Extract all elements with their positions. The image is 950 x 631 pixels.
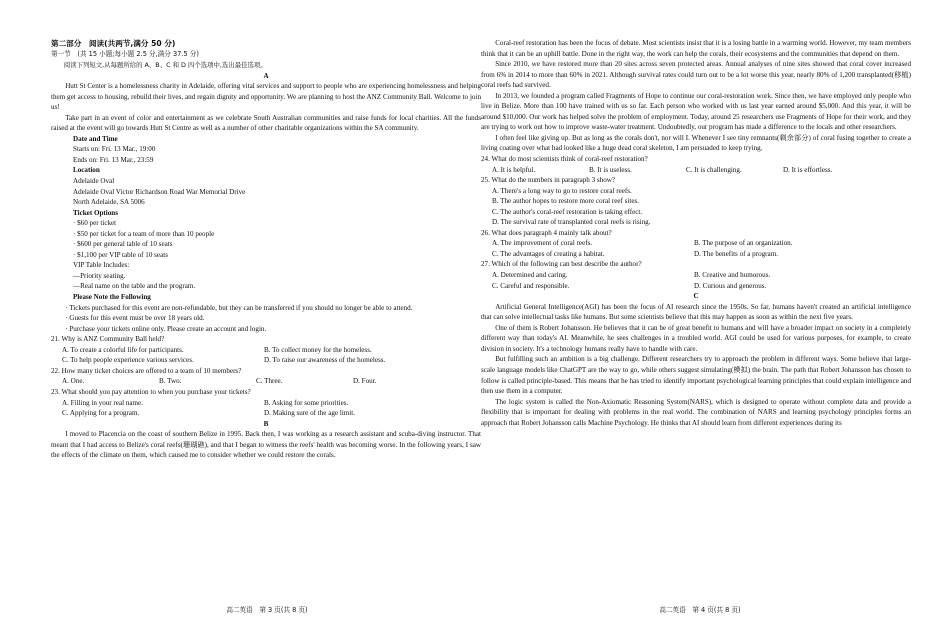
- option: C. It is challenging.: [686, 165, 742, 174]
- note-item: · Tickets purchased for this event are non-refundable, but they can be transferred if you should no longer be able to attend.: [65, 303, 413, 312]
- option: D. The survival rate of transplanted coral reefs is rising.: [492, 218, 651, 227]
- ticket-option: · $60 per ticket: [73, 219, 117, 228]
- passage-b-paragraph: I moved to Placencia on the coast of southern Belize in 1995. Back then, I was working as a research assistant and scuba-diving instructor. That meant that I had access to Belize's coral reefs(珊瑚礁), and that I began to witness the reefs' health was becoming worse. In the following years, I saw the effects of the climate on them, which caused me to consider whether we could restore the corals.: [51, 430, 481, 460]
- note-item: · Purchase your tickets online only. Please create an account and login.: [65, 324, 267, 333]
- options-row: [481, 238, 911, 249]
- location-line: Adelaide Oval: [73, 177, 115, 186]
- option: C. The author's coral-reef restoration is taking effect.: [492, 207, 643, 216]
- options-row: [51, 408, 481, 419]
- option: D. The benefits of a program.: [694, 249, 778, 258]
- vip-item: —Priority seating.: [73, 271, 126, 280]
- location-heading: Location: [73, 166, 100, 175]
- option: C. Applying for a program.: [62, 409, 140, 418]
- event-end: Ends on: Fri. 13 Mar., 23:59: [73, 155, 154, 164]
- left-page: [51, 38, 481, 461]
- passage-a-paragraph: Take part in an event of color and entertainment as we celebrate South Australian communities and raise funds for local charities. All the funds raised at the event will go towards Hutt St Centre as well as a number of other charitable organizations within the SA community.: [51, 113, 481, 133]
- location-line: Adelaide Oval Victor Richardson Road War Memorial Drive: [73, 187, 246, 196]
- subsection-title: 第一节 (共 15 小题;每小题 2.5 分,满分 37.5 分): [51, 50, 199, 58]
- right-page: [481, 38, 911, 428]
- event-start: Starts on: Fri. 13 Mar., 19:00: [73, 145, 156, 154]
- option: B. The purpose of an organization.: [694, 239, 793, 248]
- note-heading: Please Note the Following: [73, 293, 151, 302]
- vip-includes: VIP Table Includes:: [73, 261, 130, 270]
- location-line: North Adelaide, SA 5006: [73, 198, 145, 207]
- passage-c-paragraph: Artificial General Intelligence(AGI) has been the focus of AI research since the 1950s. So far, humans haven't created an artificial intelligence that can solve intellectual tasks like humans. But some scientists believe that this may happen as soon as within the next five years.: [481, 302, 911, 322]
- ticket-option: · $1,100 per VIP table of 10 seats: [73, 250, 168, 259]
- options-row: [51, 345, 481, 356]
- option: D. It is effortless.: [783, 165, 833, 174]
- date-heading: Date and Time: [73, 134, 118, 143]
- question-21: 21. Why is ANZ Community Ball held?: [51, 335, 165, 344]
- option: B. It is useless.: [589, 165, 632, 174]
- passage-b-label: B: [263, 419, 269, 428]
- option: B. To collect money for the homeless.: [264, 345, 372, 354]
- question-27: 27. Which of the following can best describe the author?: [481, 260, 642, 269]
- passage-c-paragraph: But fulfilling such an ambition is a big challenge. Different researchers try to approach the problem in different ways. Some believe that large-scale language models like ChatGPT are the way to go, while others suggest simulating(模拟) the brain. The path that Robert Johansson has chosen to follow is called principle-based. This means that he has tried to identify important psychological learning principles that could explain intelligence and then use them in a computer.: [481, 355, 911, 396]
- passage-c-paragraph: The logic system is called the Non-Axiomatic Reasoning System(NARS), which is designed to operate without complete data and provide a flexibility that is important for dealing with problems in the real world. The combination of NARS and learning psychology principles forms an approach that Robert Johansson calls Machine Psychology. He thinks that AI should learn from different experiences during its: [481, 397, 911, 427]
- option: B. Asking for some priorities.: [264, 398, 349, 407]
- passage-b-paragraph: Since 2010, we have restored more than 20 sites across seven protected areas. Annual analyses of nine sites showed that coral cover increased from 6% in 2014 to more than 60% in 2021. Although survival rates could turn out to be a lot worse this year, nearly 80% of 1,200 transplanted(移植) coral reefs had survived.: [481, 60, 911, 90]
- page-footer-right: 高二英语 第 4 页(共 8 页): [659, 606, 741, 614]
- passage-a-label: A: [263, 71, 269, 80]
- question-26: 26. What does paragraph 4 mainly talk about?: [481, 228, 612, 237]
- option: C. The advantages of creating a habitat.: [492, 249, 605, 258]
- option: B. Two.: [159, 377, 182, 386]
- instruction: 阅读下列短文,从每题所给的 A、B、C 和 D 四个选项中,选出最佳选项。: [63, 61, 267, 69]
- option: A. The improvement of coral reefs.: [492, 239, 593, 248]
- option: D. Four.: [353, 377, 377, 386]
- passage-b-paragraph: In 2013, we founded a program called Fragments of Hope to continue our coral-restoration work. Since then, we have employed only people who live in Belize. More than 100 have trained with us so far. Each person who worked with us last year earned around $5,000. And this year, it will be around $10,000. Our work has helped solve the problem of employment. Today, around 25 researchers use Fragments of Hope for their work, and they are trying to work out how to improve waste-water treatment. Undoubtedly, our program has made a difference to the locals and other researchers.: [481, 91, 911, 132]
- option: C. Three.: [256, 377, 283, 386]
- ticket-heading: Ticket Options: [73, 208, 119, 217]
- option: C. To help people experience various services.: [62, 356, 194, 365]
- passage-c-label: C: [693, 292, 699, 301]
- option: A. Filling in your real name.: [62, 398, 143, 407]
- question-23: 23. What should you pay attention to when you purchase your tickets?: [51, 387, 251, 396]
- passage-b-paragraph: Coral-reef restoration has been the focus of debate. Most scientists insist that it is a losing battle in a warming world. However, my team members think that it can be an uphill battle. Done in the right way, the work can help the corals, their ecosystems and the communities that depend on them.: [481, 39, 911, 58]
- option: A. It is helpful.: [492, 165, 536, 174]
- passage-c-paragraph: One of them is Robert Johansson. He believes that it can be of great benefit to humans and will have a broader impact on society in a completely different way than today's AI. Meanwhile, he sees challenges in a troubled world. AGI could be used for various purposes, for example, to create division in society. It's a technology humans really have to handle with care.: [481, 323, 911, 353]
- options-row: [481, 165, 911, 176]
- option: D. Making sure of the age limit.: [264, 409, 356, 418]
- option: A. There's a long way to go to restore coral reefs.: [492, 186, 632, 195]
- question-25: 25. What do the numbers in paragraph 3 show?: [481, 176, 616, 185]
- options-row: [51, 355, 481, 366]
- option: D. Curious and generous.: [694, 281, 767, 290]
- option: A. One.: [62, 377, 85, 386]
- ticket-option: · $600 per general table of 10 seats: [73, 240, 173, 249]
- question-24: 24. What do most scientists think of coral-reef restoration?: [481, 155, 648, 164]
- option: C. Careful and responsible.: [492, 281, 570, 290]
- options-row: [481, 281, 911, 292]
- option: D. To raise our awareness of the homeless.: [264, 356, 386, 365]
- option: B. Creative and humorous.: [694, 271, 771, 280]
- options-row: [481, 249, 911, 260]
- vip-item: —Real name on the table and the program.: [73, 282, 196, 291]
- option: A. To create a colorful life for participants.: [62, 345, 184, 354]
- options-row: [51, 376, 481, 387]
- page-footer-left: 高二英语 第 3 页(共 8 页): [226, 606, 308, 614]
- section-title: 第二部分 阅读(共两节,满分 50 分): [51, 39, 176, 48]
- options-row: [51, 398, 481, 409]
- note-item: · Guests for this event must be over 18 years old.: [65, 314, 205, 323]
- passage-a-paragraph: Hutt St Center is a homelessness charity in Adelaide, offering vital services and support to people who are experiencing homelessness and helping them get access to housing, rebuild their lives, and regain dignity and opportunity. We are planning to host the ANZ Community Ball. Welcome to join us!: [51, 82, 481, 112]
- option: A. Determined and caring.: [492, 271, 568, 280]
- option: B. The author hopes to restore more coral reef sites.: [492, 197, 640, 206]
- ticket-option: · $50 per ticket for a team of more than 10 people: [73, 229, 215, 238]
- options-row: [481, 270, 911, 281]
- question-22: 22. How many ticket choices are offered to a team of 10 members?: [51, 366, 242, 375]
- passage-b-paragraph: I often feel like giving up. But as long as the corals don't, nor will I. Whenever I see tiny remnants(剩余部分) of coral fusing together to create a living coating over what had looked like a huge dead coral skeleton, I am persuaded to keep trying.: [481, 133, 911, 153]
